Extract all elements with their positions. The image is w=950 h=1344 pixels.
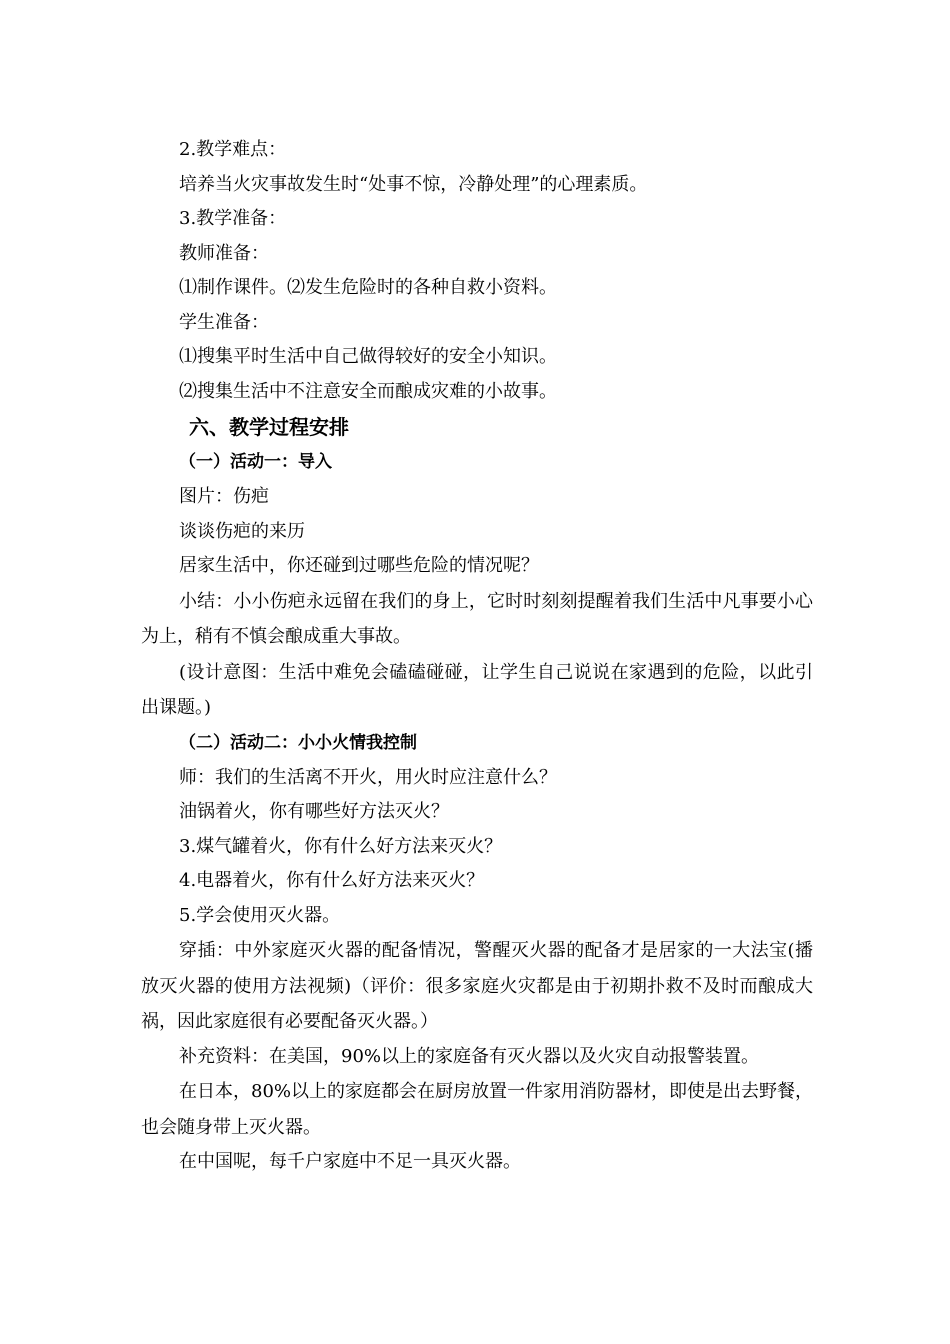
text-line: 图片：伤疤: [179, 486, 269, 507]
text-line: ⑵搜集生活中不注意安全而酿成灾难的小故事。: [179, 380, 557, 402]
text-line: 油锅着火，你有哪些好方法灭火？: [179, 801, 449, 822]
paragraph: (设计意图：生活中难免会磕磕碰碰，让学生自己说说在家遇到的危险，以此引出课题。): [141, 661, 813, 718]
text-line: 学生准备：: [179, 311, 269, 333]
text-line: ⑴搜集平时生活中自己做得较好的安全小知识。: [179, 346, 557, 367]
text-line: 2.教学难点：: [179, 139, 287, 160]
text-line: 3.教学准备：: [179, 208, 287, 229]
section-heading: 六、教学过程安排: [189, 415, 349, 439]
text-line: 培养当火灾事故发生时“处事不惊，冷静处理”的心理素质。: [179, 173, 648, 195]
text-line: ⑴制作课件。⑵发生危险时的各种自救小资料。: [179, 277, 557, 298]
subsection-heading: （一）活动一：导入: [179, 452, 332, 472]
paragraph: 穿插：中外家庭灭火器的配备情况，警醒灭火器的配备才是居家的一大法宝(播放灭火器的使用方法视频)（评价：很多家庭火灾都是由于初期扑救不及时而酿成大祸，因此家庭很有必要配备灭火器。）: [141, 940, 813, 1032]
paragraph: 在日本，80%以上的家庭都会在厨房放置一件家用消防器材，即使是出去野餐，也会随身带上灭火器。: [141, 1081, 814, 1138]
document-body: [141, 133, 813, 1180]
text-line: 谈谈伤疤的来历: [179, 520, 305, 542]
paragraph: 小结：小小伤疤永远留在我们的身上，它时时刻刻提醒着我们生活中凡事要小心为上，稍有不慎会酿成重大事故。: [141, 590, 813, 647]
text-line: 教师准备：: [179, 242, 269, 264]
text-line: 在中国呢，每千户家庭中不足一具灭火器。: [179, 1151, 521, 1172]
text-line: 4.电器着火，你有什么好方法来灭火？: [179, 870, 485, 891]
text-line: 补充资料：在美国，90%以上的家庭备有灭火器以及火灾自动报警装置。: [179, 1045, 760, 1067]
text-line: 居家生活中，你还碰到过哪些危险的情况呢？: [179, 555, 539, 576]
text-line: 5.学会使用灭火器。: [179, 904, 341, 926]
subsection-heading: （二）活动二：小小火情我控制: [179, 732, 417, 753]
text-line: 3.煤气罐着火，你有什么好方法来灭火？: [179, 835, 503, 857]
text-line: 师：我们的生活离不开火，用火时应注意什么？: [179, 766, 557, 788]
